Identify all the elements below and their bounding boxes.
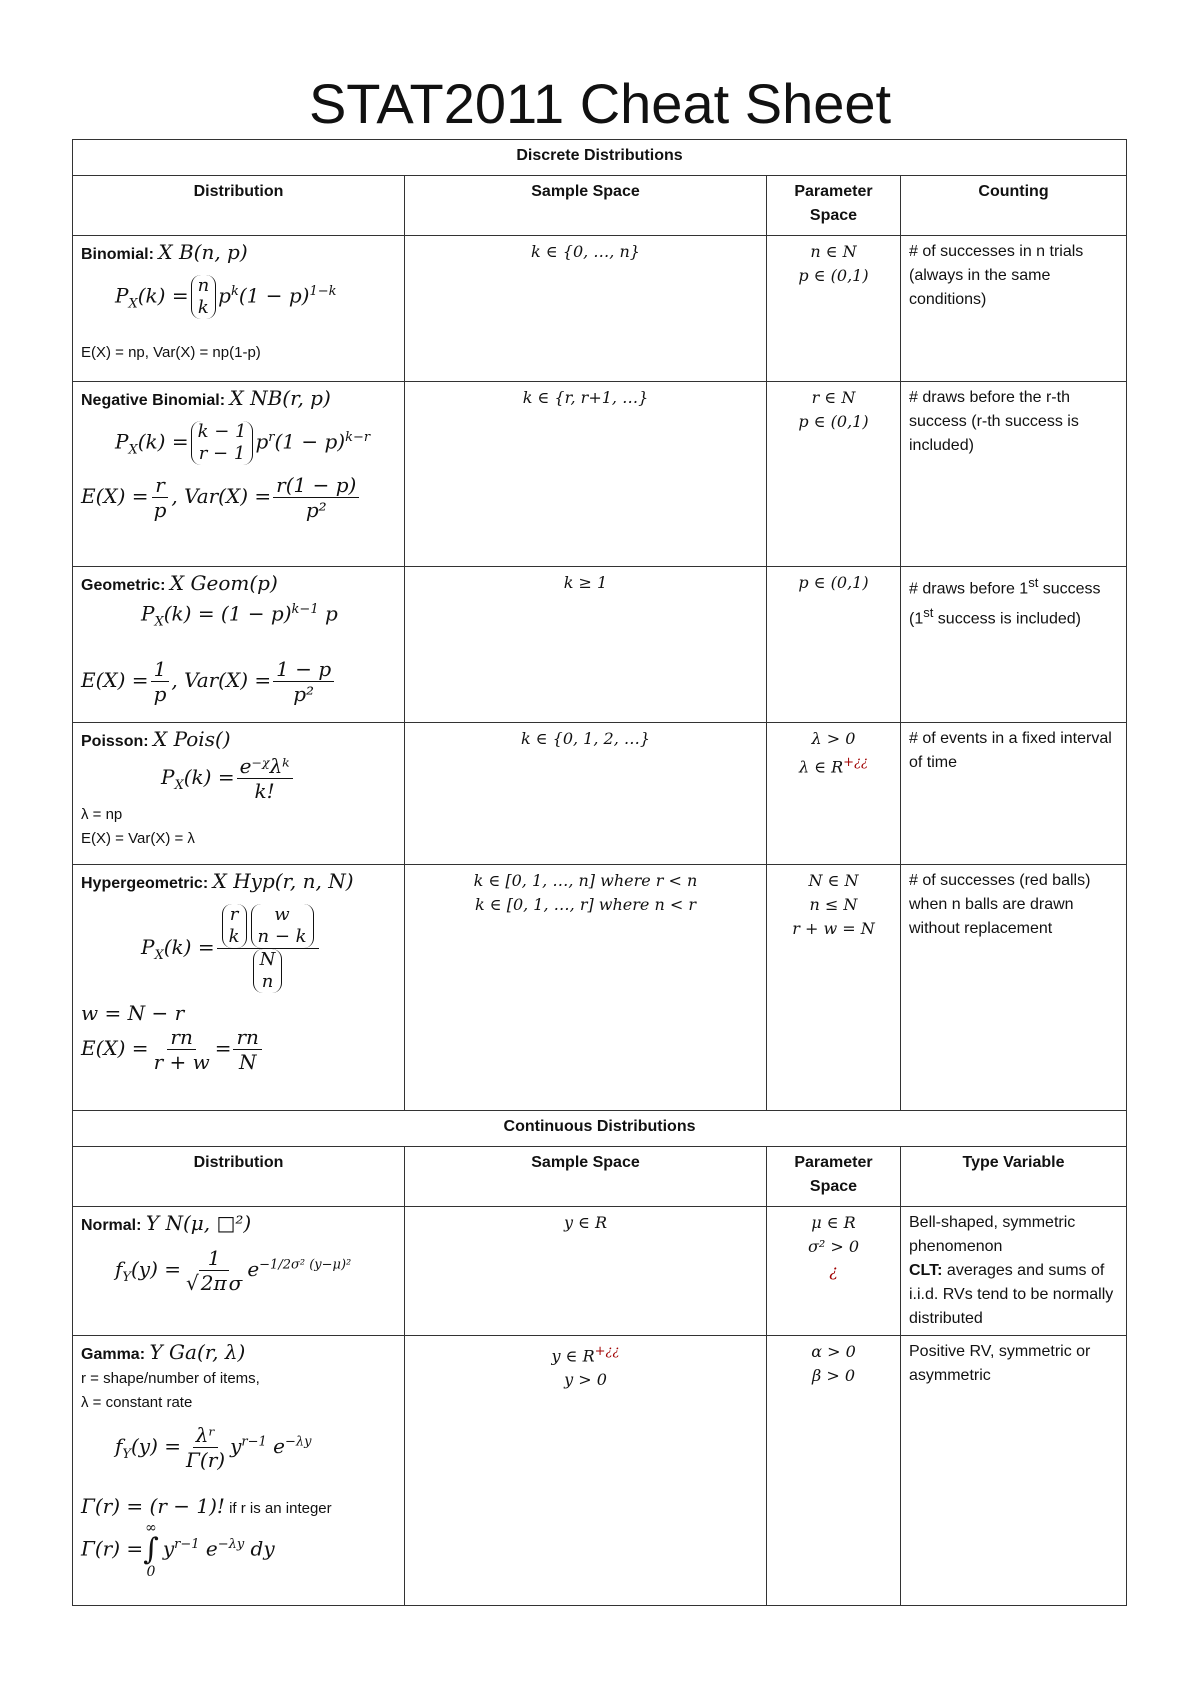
gamma-distribution-cell <box>73 1336 405 1606</box>
gamma-line2: λ = constant rate <box>81 1394 193 1411</box>
binomial-row <box>73 236 1127 382</box>
header-parameter-space: Parameter Space <box>767 176 901 236</box>
normal-sample-space: y ∈ R <box>405 1207 767 1336</box>
geometric-moments: E(X) = $\frac{1}{p}$ , Var(X) = $\frac{1 - p}{\text{p²}}$ <box>81 657 396 706</box>
negative-binomial-pmf: $P_X(k)$ = k − 1 r − 1 $p^r(1 - p)^{k-r}$ <box>115 421 371 464</box>
cheat-sheet-table <box>72 139 1127 1606</box>
poisson-parameter-space: λ > 0 λ ∈ R+¿¿ <box>767 723 901 865</box>
poisson-row <box>73 723 1127 865</box>
poisson-pmf: $P_X(k)$ = $\frac{\text{e⁻ᵡλᵏ}}{k!}$ <box>81 754 396 803</box>
geometric-counting: # draws before 1st success (1st success is included) <box>901 567 1127 723</box>
geometric-notation: X Geom(p) <box>169 571 278 595</box>
hypergeometric-notation: X Hyp(r, n, N) <box>212 869 354 893</box>
hypergeometric-sample-space: k ∈ [0, 1, …, n] where r < n k ∈ [0, 1, …, r] where n < r <box>405 865 767 1111</box>
header-counting: Counting <box>901 176 1127 236</box>
hypergeometric-counting: # of successes (red balls) when n balls are drawn without replacement <box>901 865 1127 1111</box>
geometric-distribution-cell <box>73 567 405 723</box>
normal-type-variable: Bell-shaped, symmetric phenomenon CLT: averages and sums of i.i.d. RVs tend to be normally distributed <box>901 1207 1127 1336</box>
poisson-sample-space: k ∈ {0, 1, 2, …} <box>405 723 767 865</box>
geometric-sample-space: k ≥ 1 <box>405 567 767 723</box>
hypergeometric-pmf: $P_X(k)$ = r k w n − k N n <box>81 904 396 993</box>
binomial-pmf: $P_X(k)$ = n k $p^k(1 - p)^{1-k}$ <box>115 275 337 318</box>
header-sample-space: Sample Space <box>405 176 767 236</box>
negative-binomial-parameter-space: r ∈ N p ∈ (0,1) <box>767 382 901 567</box>
binomial-moments: E(X) = np, Var(X) = np(1-p) <box>81 344 261 361</box>
geometric-pmf: $P_X(k) = (1 - p)^{k-1}$ p <box>141 601 338 630</box>
normal-pdf: $f_Y(y)$ = $\frac{1}{\text{√ 2π σ}}$ $e^{-1/2\sigma^2 (y-\mu)^2}$ <box>115 1246 352 1295</box>
gamma-pdf: $f_Y(y)$ = $\frac{\text{λʳ}}{\Gamma(r)}$ $y^{r-1}$ $e^{-\lambda y}$ <box>115 1423 312 1472</box>
gamma-function-integer: Γ(r) = (r − 1)! if r is an integer <box>81 1494 332 1518</box>
gamma-row <box>73 1336 1127 1606</box>
poisson-line1: λ = np <box>81 806 123 823</box>
negative-binomial-row <box>73 382 1127 567</box>
binomial-parameter-space: n ∈ N p ∈ (0,1) <box>767 236 901 382</box>
hypergeometric-w-line: w = N − r <box>81 1001 185 1025</box>
discrete-section-title: Discrete Distributions <box>73 140 1127 176</box>
normal-row <box>73 1207 1127 1336</box>
binomial-name: Binomial: <box>81 246 154 263</box>
poisson-counting: # of events in a fixed interval of time <box>901 723 1127 865</box>
header-sample-space-continuous: Sample Space <box>405 1147 767 1207</box>
header-parameter-space-continuous: Parameter Space <box>767 1147 901 1207</box>
hypergeometric-name: Hypergeometric: <box>81 875 209 892</box>
normal-name: Normal: <box>81 1217 142 1234</box>
discrete-header-row <box>73 176 1127 236</box>
continuous-header-row <box>73 1147 1127 1207</box>
hypergeometric-mean: E(X) = $\frac{rn}{r + w}$ = $\frac{rn}{N}$ <box>81 1025 396 1074</box>
poisson-notation: X Pois() <box>153 727 231 751</box>
header-type-variable: Type Variable <box>901 1147 1127 1207</box>
binomial-notation: X B(n, p) <box>158 240 248 264</box>
gamma-notation: Y Ga(r, λ) <box>149 1340 246 1364</box>
hypergeometric-row <box>73 865 1127 1111</box>
negative-binomial-name: Negative Binomial: <box>81 392 226 409</box>
header-distribution: Distribution <box>73 176 405 236</box>
poisson-name: Poisson: <box>81 733 149 750</box>
poisson-distribution-cell <box>73 723 405 865</box>
negative-binomial-counting: # draws before the r-th success (r-th success is included) <box>901 382 1127 567</box>
geometric-name: Geometric: <box>81 577 166 594</box>
negative-binomial-notation: X NB(r, p) <box>229 386 331 410</box>
continuous-section-row <box>73 1111 1127 1147</box>
gamma-parameter-space: α > 0 β > 0 <box>767 1336 901 1606</box>
continuous-section-title: Continuous Distributions <box>73 1111 1127 1147</box>
geometric-parameter-space: p ∈ (0,1) <box>767 567 901 723</box>
normal-distribution-cell <box>73 1207 405 1336</box>
gamma-name: Gamma: <box>81 1346 146 1363</box>
geometric-row <box>73 567 1127 723</box>
negative-binomial-distribution-cell <box>73 382 405 567</box>
normal-parameter-space: μ ∈ R σ² > 0 ¿ <box>767 1207 901 1336</box>
binomial-distribution-cell <box>73 236 405 382</box>
binomial-counting: # of successes in n trials (always in the same conditions) <box>901 236 1127 382</box>
gamma-line1: r = shape/number of items, <box>81 1370 260 1387</box>
gamma-sample-space: y ∈ R+¿¿ y > 0 <box>405 1336 767 1606</box>
discrete-section-row <box>73 140 1127 176</box>
poisson-line2: E(X) = Var(X) = λ <box>81 830 195 847</box>
hypergeometric-distribution-cell <box>73 865 405 1111</box>
negative-binomial-sample-space: k ∈ {r, r+1, …} <box>405 382 767 567</box>
gamma-function-definition: Γ(r) = ∞ ∫ 0 $y^{r-1}$ $e^{-\lambda y}$ dy <box>81 1520 275 1580</box>
hypergeometric-parameter-space: N ∈ N n ≤ N r + w = N <box>767 865 901 1111</box>
page-title: STAT2011 Cheat Sheet <box>308 72 892 135</box>
binomial-sample-space: k ∈ {0, …, n} <box>405 236 767 382</box>
normal-notation: Y N(μ, □²) <box>145 1211 252 1235</box>
header-distribution-continuous: Distribution <box>73 1147 405 1207</box>
negative-binomial-moments: E(X) = $\frac{r}{p}$ , Var(X) = $\frac{r(1 - p)}{\text{p²}}$ <box>81 473 396 522</box>
gamma-type-variable: Positive RV, symmetric or asymmetric <box>901 1336 1127 1606</box>
